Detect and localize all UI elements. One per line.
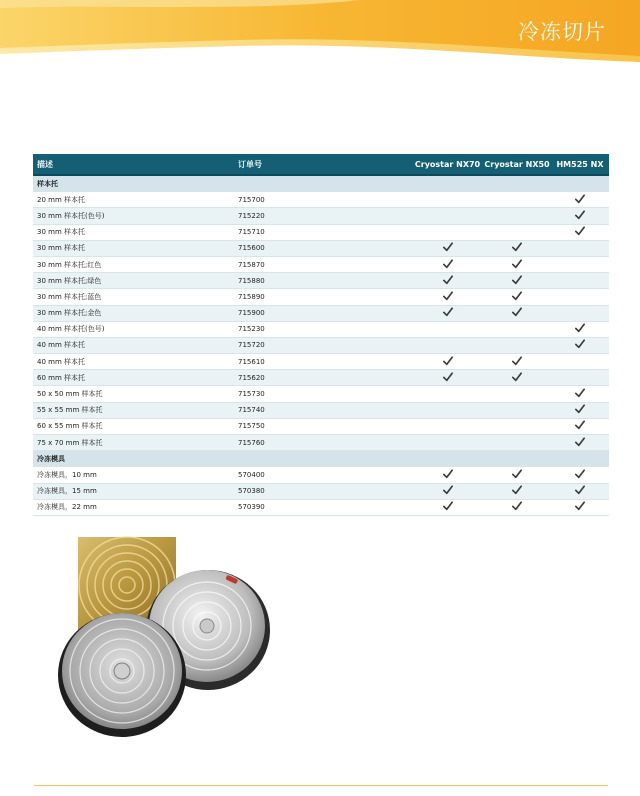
table-row [33, 337, 609, 353]
table-row [33, 354, 609, 370]
cell-compat-nx70 [412, 273, 483, 289]
checkmark-icon [512, 356, 522, 366]
cell-compat-nx70 [412, 305, 483, 321]
table-body [33, 175, 609, 515]
checkmark-icon [443, 259, 453, 269]
checkmark-icon [575, 323, 585, 333]
cell-compat-nx50 [483, 483, 551, 499]
checkmark-icon [443, 275, 453, 285]
checkmark-icon [443, 307, 453, 317]
cell-compat-nx50 [483, 370, 551, 386]
table-row [33, 256, 609, 272]
cell-compat-nx70 [412, 224, 483, 240]
cell-compat-hm525 [551, 256, 609, 272]
cell-compat-nx70 [412, 208, 483, 224]
cell-compat-hm525 [551, 435, 609, 451]
cell-compat-nx70 [412, 240, 483, 256]
cell-compat-hm525 [551, 467, 609, 483]
section-label: 样本托 [33, 175, 609, 192]
table-row [33, 499, 609, 515]
table-row [33, 483, 609, 499]
cell-order-number: 715610 [234, 354, 412, 370]
cell-compat-nx50 [483, 467, 551, 483]
cell-compat-nx70 [412, 435, 483, 451]
cell-compat-nx70 [412, 337, 483, 353]
cell-compat-nx70 [412, 483, 483, 499]
cell-compat-hm525 [551, 224, 609, 240]
checkmark-icon [575, 210, 585, 220]
checkmark-icon [575, 226, 585, 236]
cell-description: 40 mm 样本托 [33, 337, 234, 353]
table-row [33, 418, 609, 434]
cell-order-number: 715900 [234, 305, 412, 321]
cell-order-number: 715220 [234, 208, 412, 224]
cell-compat-nx50 [483, 337, 551, 353]
cell-description: 30 mm 样本托;蓝色 [33, 289, 234, 305]
cell-compat-nx70 [412, 321, 483, 337]
table-row [33, 402, 609, 418]
cell-compat-hm525 [551, 354, 609, 370]
cell-compat-nx50 [483, 224, 551, 240]
checkmark-icon [575, 194, 585, 204]
cell-compat-hm525 [551, 192, 609, 208]
cell-description: 30 mm 样本托 [33, 240, 234, 256]
col-header-description: 描述 [33, 154, 234, 175]
col-header-cryostar-nx50: Cryostar NX50 [483, 154, 551, 175]
table-header-row [33, 154, 609, 175]
cell-compat-nx50 [483, 256, 551, 272]
cell-description: 冷冻模具，10 mm [33, 467, 234, 483]
cell-description: 冷冻模具，15 mm [33, 483, 234, 499]
col-header-hm525-nx: HM525 NX [551, 154, 609, 175]
checkmark-icon [575, 501, 585, 511]
table-row [33, 289, 609, 305]
cell-compat-nx50 [483, 386, 551, 402]
checkmark-icon [443, 485, 453, 495]
cell-compat-nx50 [483, 273, 551, 289]
checkmark-icon [443, 469, 453, 479]
cell-compat-nx70 [412, 402, 483, 418]
cell-compat-hm525 [551, 273, 609, 289]
cell-compat-nx50 [483, 354, 551, 370]
cell-description: 60 x 55 mm 样本托 [33, 418, 234, 434]
table-row [33, 370, 609, 386]
footer-rule [34, 785, 608, 786]
cell-order-number: 715720 [234, 337, 412, 353]
table-row [33, 192, 609, 208]
checkmark-icon [575, 339, 585, 349]
cell-compat-hm525 [551, 499, 609, 515]
checkmark-icon [575, 404, 585, 414]
cell-order-number: 715710 [234, 224, 412, 240]
cell-order-number: 715890 [234, 289, 412, 305]
cell-description: 30 mm 样本托 [33, 224, 234, 240]
cell-order-number: 715740 [234, 402, 412, 418]
col-header-order-number: 订单号 [234, 154, 412, 175]
cell-compat-nx50 [483, 192, 551, 208]
cell-compat-nx50 [483, 208, 551, 224]
checkmark-icon [512, 469, 522, 479]
checkmark-icon [575, 485, 585, 495]
table-row [33, 224, 609, 240]
cell-order-number: 715730 [234, 386, 412, 402]
cell-description: 40 mm 样本托(色号) [33, 321, 234, 337]
cell-compat-nx70 [412, 256, 483, 272]
checkmark-icon [575, 388, 585, 398]
cell-description: 30 mm 样本托;绿色 [33, 273, 234, 289]
cell-compat-nx70 [412, 289, 483, 305]
cell-description: 30 mm 样本托(色号) [33, 208, 234, 224]
cell-description: 50 x 50 mm 样本托 [33, 386, 234, 402]
table-row [33, 435, 609, 451]
table-row [33, 208, 609, 224]
cell-compat-nx50 [483, 418, 551, 434]
cell-order-number: 715870 [234, 256, 412, 272]
cell-compat-nx50 [483, 240, 551, 256]
cell-compat-hm525 [551, 208, 609, 224]
cell-compat-hm525 [551, 386, 609, 402]
cell-compat-nx70 [412, 499, 483, 515]
cell-compat-hm525 [551, 483, 609, 499]
col-header-cryostar-nx70: Cryostar NX70 [412, 154, 483, 175]
cell-order-number: 715700 [234, 192, 412, 208]
cell-compat-hm525 [551, 321, 609, 337]
cell-compat-hm525 [551, 305, 609, 321]
cell-compat-nx70 [412, 386, 483, 402]
section-label: 冷冻模具 [33, 451, 609, 467]
cell-compat-hm525 [551, 370, 609, 386]
cell-description: 30 mm 样本托;金色 [33, 305, 234, 321]
checkmark-icon [443, 242, 453, 252]
cell-order-number: 570400 [234, 467, 412, 483]
checkmark-icon [575, 437, 585, 447]
cell-compat-nx70 [412, 467, 483, 483]
checkmark-icon [512, 501, 522, 511]
cell-order-number: 715620 [234, 370, 412, 386]
table-row [33, 273, 609, 289]
cell-compat-nx50 [483, 321, 551, 337]
cell-description: 40 mm 样本托 [33, 354, 234, 370]
cell-compat-hm525 [551, 337, 609, 353]
cell-description: 30 mm 样本托;红色 [33, 256, 234, 272]
cell-compat-hm525 [551, 402, 609, 418]
cell-compat-nx50 [483, 305, 551, 321]
cell-compat-nx70 [412, 418, 483, 434]
checkmark-icon [512, 259, 522, 269]
cell-order-number: 715760 [234, 435, 412, 451]
checkmark-icon [443, 291, 453, 301]
checkmark-icon [512, 485, 522, 495]
section-row [33, 451, 609, 467]
cell-order-number: 715880 [234, 273, 412, 289]
checkmark-icon [512, 275, 522, 285]
checkmark-icon [575, 420, 585, 430]
cell-description: 75 x 70 mm 样本托 [33, 435, 234, 451]
cell-compat-nx50 [483, 289, 551, 305]
checkmark-icon [443, 356, 453, 366]
cell-compat-nx50 [483, 402, 551, 418]
table-row [33, 321, 609, 337]
checkmark-icon [512, 291, 522, 301]
section-row [33, 175, 609, 192]
cell-order-number: 715600 [234, 240, 412, 256]
cell-description: 60 mm 样本托 [33, 370, 234, 386]
table-row [33, 467, 609, 483]
checkmark-icon [512, 307, 522, 317]
checkmark-icon [575, 469, 585, 479]
cell-compat-hm525 [551, 289, 609, 305]
checkmark-icon [512, 372, 522, 382]
cell-order-number: 570380 [234, 483, 412, 499]
cell-description: 55 x 55 mm 样本托 [33, 402, 234, 418]
checkmark-icon [443, 501, 453, 511]
cell-order-number: 715230 [234, 321, 412, 337]
checkmark-icon [443, 372, 453, 382]
cell-compat-hm525 [551, 418, 609, 434]
table-row [33, 305, 609, 321]
cell-compat-nx70 [412, 370, 483, 386]
cell-order-number: 715750 [234, 418, 412, 434]
cell-compat-hm525 [551, 240, 609, 256]
specimen-holders-photo [50, 525, 290, 755]
cell-compat-nx50 [483, 435, 551, 451]
page-title: 冷冻切片 [518, 20, 606, 44]
checkmark-icon [512, 242, 522, 252]
cell-description: 冷冻模具，22 mm [33, 499, 234, 515]
cell-compat-nx70 [412, 354, 483, 370]
product-table [33, 154, 609, 516]
cell-order-number: 570390 [234, 499, 412, 515]
cell-description: 20 mm 样本托 [33, 192, 234, 208]
table-row [33, 240, 609, 256]
cell-compat-nx70 [412, 192, 483, 208]
cell-compat-nx50 [483, 499, 551, 515]
table-row [33, 386, 609, 402]
